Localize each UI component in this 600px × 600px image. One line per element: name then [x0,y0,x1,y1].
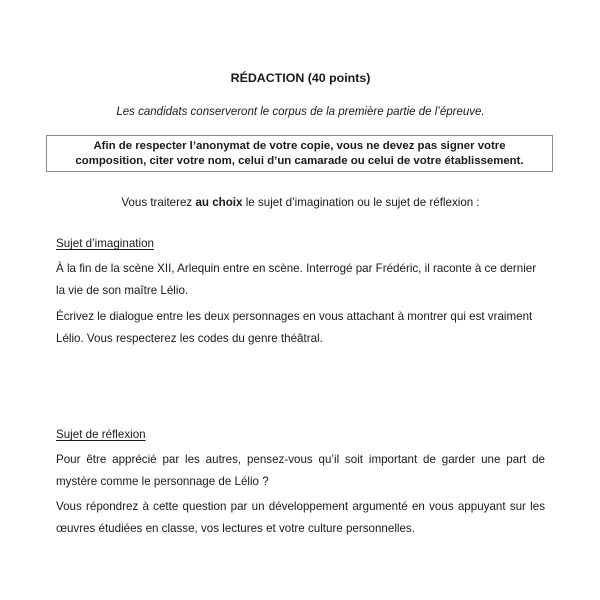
paragraph-line: À la fin de la scène XII, Arlequin entre en scène. Interrogé par Frédéric, il raconte à ce dernier [56,262,537,275]
paragraph-line: Pour être apprécié par les autres, pensez-vous qu’il soit important de garder une part de [56,453,545,466]
corpus-notice: Les candidats conserveront le corpus de la première partie de l’épreuve. [116,106,485,118]
imagination-paragraph-1 [56,258,545,302]
choice-instruction [56,195,545,210]
reflexion-paragraph-2 [56,496,545,540]
anonymity-notice-line: composition, citer votre nom, celui d’un camarade ou celui de votre établissement. [75,155,524,167]
paragraph-line: œuvres étudiées en classe, vos lectures et votre culture personnelles. [56,522,415,535]
choice-instruction-prefix: Vous traiterez [121,196,196,209]
paragraph-line: Écrivez le dialogue entre les deux personnages en vous attachant à montrer qui est vraiment [56,310,533,323]
imagination-paragraph-2 [56,306,545,350]
reflexion-paragraph-1 [56,449,545,493]
heading-sujet-reflexion: Sujet de réflexion [56,428,146,441]
anonymity-notice-line: Afin de respecter l’anonymat de votre copie, vous ne devez pas signer votre [93,140,506,152]
choice-instruction-bold: au choix [195,196,243,209]
paragraph-line: Lélio. Vous respecterez les codes du genre théâtral. [56,332,323,345]
paragraph-line: la vie de son maître Lélio. [56,284,189,297]
choice-instruction-suffix: le sujet d’imagination ou le sujet de réflexion : [242,196,480,209]
paragraph-line: Vous répondrez à cette question par un développement argumenté en vous appuyant sur les [56,500,545,513]
anonymity-notice-box [46,135,553,172]
page-title: RÉDACTION (40 points) [230,71,371,85]
heading-sujet-imagination: Sujet d’imagination [56,237,154,250]
paragraph-line: mystère comme le personnage de Lélio ? [56,475,269,488]
